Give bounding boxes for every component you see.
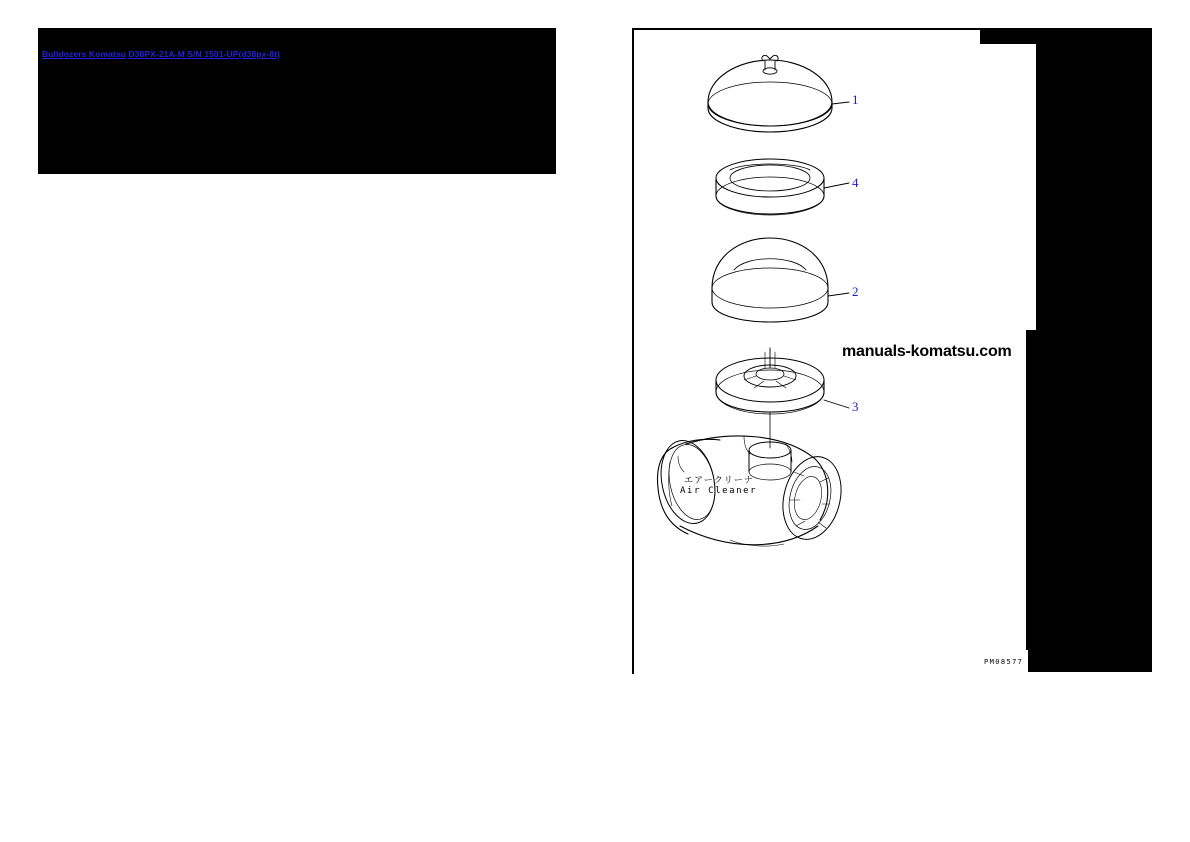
page-bleed-top [980,28,1036,44]
part-2-element [712,238,849,322]
breadcrumb-link-model[interactable]: D38PX-21A-M S/N 1501-UP(d38px-8t) [128,49,281,59]
air-cleaner-label-en: Air Cleaner [680,486,758,496]
page-bleed-middle [1026,330,1038,650]
part-1-cover [708,55,849,132]
callout-1: 1 [852,92,859,107]
parts-drawing-panel [632,28,1038,674]
callout-4: 4 [852,175,859,190]
breadcrumb-link-catalog[interactable]: Bulldozers Komatsu [42,49,126,59]
breadcrumb [42,49,280,60]
callout-3: 3 [852,399,859,414]
part-4-ring [716,159,849,215]
callout-2: 2 [852,284,859,299]
part-3-inner-element [716,348,849,448]
page-bleed-lower [1028,620,1038,672]
breadcrumb-panel [38,28,556,174]
drawing-code: PM08577 [984,658,1024,666]
air-cleaner-label-jp: エアークリーナ [684,476,754,486]
page-bleed-right [1036,28,1152,672]
watermark: manuals-komatsu.com [842,343,1012,360]
